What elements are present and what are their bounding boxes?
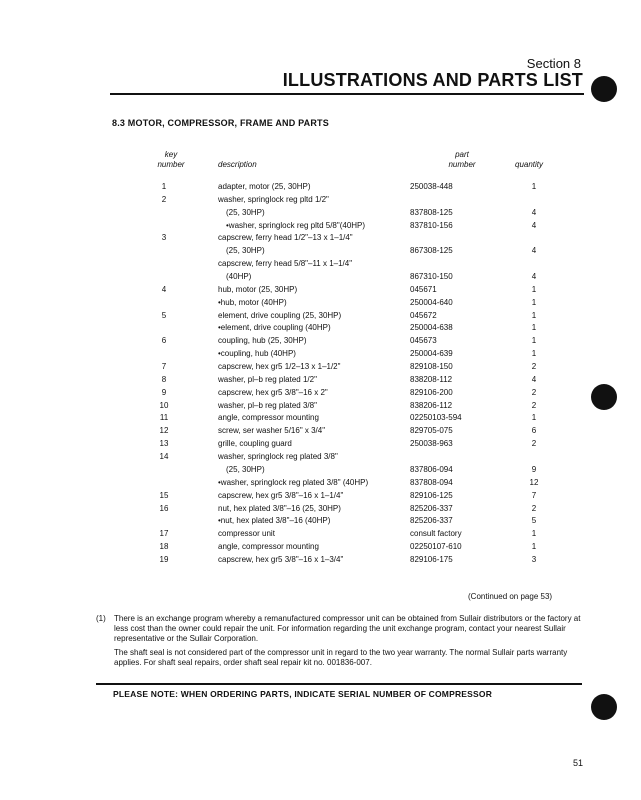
- row-key-number: 12: [159, 426, 169, 436]
- part-header-line2: number: [448, 160, 476, 169]
- table-row: [0, 361, 641, 373]
- row-key-number: 11: [159, 413, 169, 423]
- continued-note: (Continued on page 53): [468, 592, 553, 601]
- row-quantity: 1: [531, 297, 537, 307]
- page-title: ILLUSTRATIONS AND PARTS LIST: [282, 70, 583, 90]
- table-row: [0, 181, 641, 193]
- section-label: Section 8: [526, 56, 581, 71]
- row-key-number: 19: [159, 554, 169, 564]
- row-description: adapter, motor (25, 30HP): [218, 182, 311, 191]
- row-quantity: 4: [531, 207, 537, 217]
- table-row: [0, 220, 641, 232]
- table-row: [0, 310, 641, 322]
- row-part-number: 045671: [410, 284, 437, 294]
- row-part-number: 250038-448: [410, 182, 453, 191]
- row-quantity: 6: [531, 426, 537, 436]
- row-description: capscrew, hex gr5 3/8"–16 x 1–1/4": [218, 490, 344, 500]
- row-description: •coupling, hub (40HP): [218, 349, 296, 359]
- row-quantity: 2: [531, 503, 537, 513]
- binder-hole-top: [591, 76, 617, 102]
- row-description: •element, drive coupling (40HP): [218, 323, 331, 333]
- table-row: [0, 284, 641, 296]
- table-row: [0, 348, 641, 360]
- row-description: nut, hex plated 3/8"–16 (25, 30HP): [218, 503, 341, 513]
- row-description: angle, compressor mounting: [218, 542, 319, 552]
- row-description: hub, motor (25, 30HP): [218, 284, 298, 294]
- row-part-number: 837808-125: [410, 207, 453, 217]
- row-description: washer, pl–b reg plated 3/8": [218, 400, 317, 410]
- row-quantity: 1: [531, 182, 537, 191]
- row-quantity: 2: [531, 439, 537, 449]
- table-row: [0, 258, 641, 270]
- title-divider: [110, 93, 584, 95]
- row-quantity: 1: [531, 323, 537, 333]
- row-quantity: 2: [531, 400, 537, 410]
- row-part-number: 867310-150: [410, 272, 453, 282]
- table-row: [0, 374, 641, 386]
- row-part-number: consult factory: [410, 529, 462, 539]
- row-key-number: 17: [159, 529, 169, 539]
- table-row: [0, 194, 641, 206]
- row-part-number: 837806-094: [410, 464, 453, 474]
- column-header-part-number: [440, 150, 484, 170]
- footer-divider: [96, 683, 582, 685]
- row-quantity: 1: [531, 284, 537, 294]
- row-quantity: 5: [531, 516, 537, 526]
- row-key-number: 18: [159, 542, 169, 552]
- table-row: [0, 412, 641, 424]
- row-description: (25, 30HP): [226, 246, 265, 256]
- row-quantity: 4: [531, 374, 537, 384]
- row-description: •washer, springlock reg plated 3/8" (40HP): [218, 477, 369, 487]
- footnote-1-text: There is an exchange program whereby a remanufactured compressor unit can be obtained from Sullair distributors or the factory at less cost than the owner could repair the unit. For information regarding the unit exchange program, contact your nearest Sullair representative or the Sullair Corporation.: [114, 614, 581, 643]
- row-description: washer, springlock reg plated 3/8": [218, 452, 338, 462]
- row-quantity: 1: [531, 529, 537, 539]
- row-part-number: 250004-640: [410, 297, 453, 307]
- row-part-number: 829705-075: [410, 426, 453, 436]
- row-description: capscrew, hex gr5 1/2–13 x 1–1/2": [218, 362, 341, 372]
- row-key-number: 2: [161, 194, 167, 204]
- table-row: [0, 400, 641, 412]
- footnote-1: [96, 614, 582, 644]
- row-part-number: 250038-963: [410, 439, 453, 449]
- page-number: 51: [572, 758, 583, 768]
- table-row: [0, 541, 641, 553]
- row-part-number: 825206-337: [410, 516, 453, 526]
- row-key-number: 14: [159, 452, 169, 462]
- row-part-number: 250004-638: [410, 323, 453, 333]
- table-row: [0, 425, 641, 437]
- table-row: [0, 335, 641, 347]
- row-part-number: 837810-156: [410, 220, 453, 230]
- row-key-number: 10: [159, 400, 169, 410]
- table-row: [0, 464, 641, 476]
- table-row: [0, 515, 641, 527]
- row-key-number: 4: [161, 284, 167, 294]
- row-part-number: 250004-639: [410, 349, 453, 359]
- row-part-number: 02250103-594: [410, 413, 462, 423]
- row-description: •washer, springlock reg pltd 5/8"(40HP): [226, 220, 366, 230]
- table-row: [0, 232, 641, 244]
- table-row: [0, 271, 641, 283]
- table-row: [0, 297, 641, 309]
- row-quantity: 4: [531, 246, 537, 256]
- subsection-heading: 8.3 MOTOR, COMPRESSOR, FRAME AND PARTS: [112, 118, 329, 128]
- part-header-line1: part: [455, 150, 469, 159]
- row-part-number: 829106-175: [410, 554, 453, 564]
- row-description: •nut, hex plated 3/8"–16 (40HP): [218, 516, 331, 526]
- table-row: [0, 477, 641, 489]
- row-description: capscrew, ferry head 1/2"–13 x 1–1/4": [218, 233, 353, 243]
- row-part-number: 867308-125: [410, 246, 453, 256]
- row-part-number: 02250107-610: [410, 542, 462, 552]
- table-row: [0, 554, 641, 566]
- row-description: capscrew, ferry head 5/8"–11 x 1–1/4": [218, 259, 353, 269]
- table-row: [0, 451, 641, 463]
- row-part-number: 045672: [410, 310, 437, 320]
- binder-hole-bottom: [591, 694, 617, 720]
- row-description: screw, ser washer 5/16" x 3/4": [218, 426, 326, 436]
- row-description: coupling, hub (25, 30HP): [218, 336, 307, 346]
- row-part-number: 045673: [410, 336, 437, 346]
- row-quantity: 12: [529, 477, 539, 487]
- footnote-2-text: The shaft seal is not considered part of the compressor unit in regard to the two year warranty. The normal Sullair parts warranty applies. For shaft seal repairs, order shaft seal repair kit no. 001836-007.: [114, 648, 568, 667]
- row-quantity: 2: [531, 362, 537, 372]
- row-description: (40HP): [226, 272, 252, 282]
- row-quantity: 1: [531, 542, 537, 552]
- row-description: washer, springlock reg pltd 1/2": [218, 194, 329, 204]
- row-description: capscrew, hex gr5 3/8"–16 x 1–3/4": [218, 554, 344, 564]
- row-quantity: 1: [531, 413, 537, 423]
- column-header-key-number: [150, 150, 192, 170]
- row-part-number: 838206-112: [410, 400, 453, 410]
- row-description: element, drive coupling (25, 30HP): [218, 310, 342, 320]
- row-key-number: 16: [159, 503, 169, 513]
- key-header-line1: key: [164, 150, 178, 159]
- table-row: [0, 207, 641, 219]
- table-row: [0, 438, 641, 450]
- row-quantity: 9: [531, 464, 537, 474]
- table-row: [0, 528, 641, 540]
- column-header-quantity: quantity: [515, 160, 544, 169]
- footnotes: [96, 614, 582, 668]
- row-key-number: 1: [161, 182, 167, 191]
- row-key-number: 6: [161, 336, 167, 346]
- row-key-number: 15: [159, 490, 169, 500]
- row-quantity: 4: [531, 272, 537, 282]
- row-part-number: 829106-200: [410, 387, 453, 397]
- row-quantity: 1: [531, 349, 537, 359]
- row-quantity: 1: [531, 310, 537, 320]
- row-description: capscrew, hex gr5 3/8"–16 x 2": [218, 387, 328, 397]
- row-description: grille, coupling guard: [218, 439, 292, 449]
- row-quantity: 2: [531, 387, 537, 397]
- row-key-number: 8: [161, 374, 167, 384]
- ordering-note: PLEASE NOTE: WHEN ORDERING PARTS, INDICATE SERIAL NUMBER OF COMPRESSOR: [113, 689, 493, 699]
- row-description: compressor unit: [218, 529, 275, 539]
- row-quantity: 4: [531, 220, 537, 230]
- table-row: [0, 245, 641, 257]
- row-part-number: 838208-112: [410, 374, 453, 384]
- row-part-number: 837808-094: [410, 477, 453, 487]
- row-part-number: 829106-125: [410, 490, 453, 500]
- row-description: (25, 30HP): [226, 207, 265, 217]
- table-row: [0, 322, 641, 334]
- row-description: washer, pl–b reg plated 1/2": [218, 374, 317, 384]
- row-quantity: 1: [531, 336, 537, 346]
- row-description: (25, 30HP): [226, 464, 265, 474]
- row-key-number: 7: [161, 362, 167, 372]
- footnote-1-number: (1): [96, 614, 106, 623]
- table-row: [0, 503, 641, 515]
- row-key-number: 3: [161, 233, 167, 243]
- row-part-number: 829108-150: [410, 362, 453, 372]
- row-part-number: 825206-337: [410, 503, 453, 513]
- row-quantity: 7: [531, 490, 537, 500]
- row-key-number: 9: [161, 387, 167, 397]
- row-key-number: 5: [161, 310, 167, 320]
- column-header-description: description: [218, 160, 257, 169]
- table-row: [0, 387, 641, 399]
- row-key-number: 13: [159, 439, 169, 449]
- table-row: [0, 490, 641, 502]
- row-quantity: 3: [531, 554, 537, 564]
- key-header-line2: number: [157, 160, 185, 169]
- row-description: angle, compressor mounting: [218, 413, 319, 423]
- row-description: •hub, motor (40HP): [218, 297, 287, 307]
